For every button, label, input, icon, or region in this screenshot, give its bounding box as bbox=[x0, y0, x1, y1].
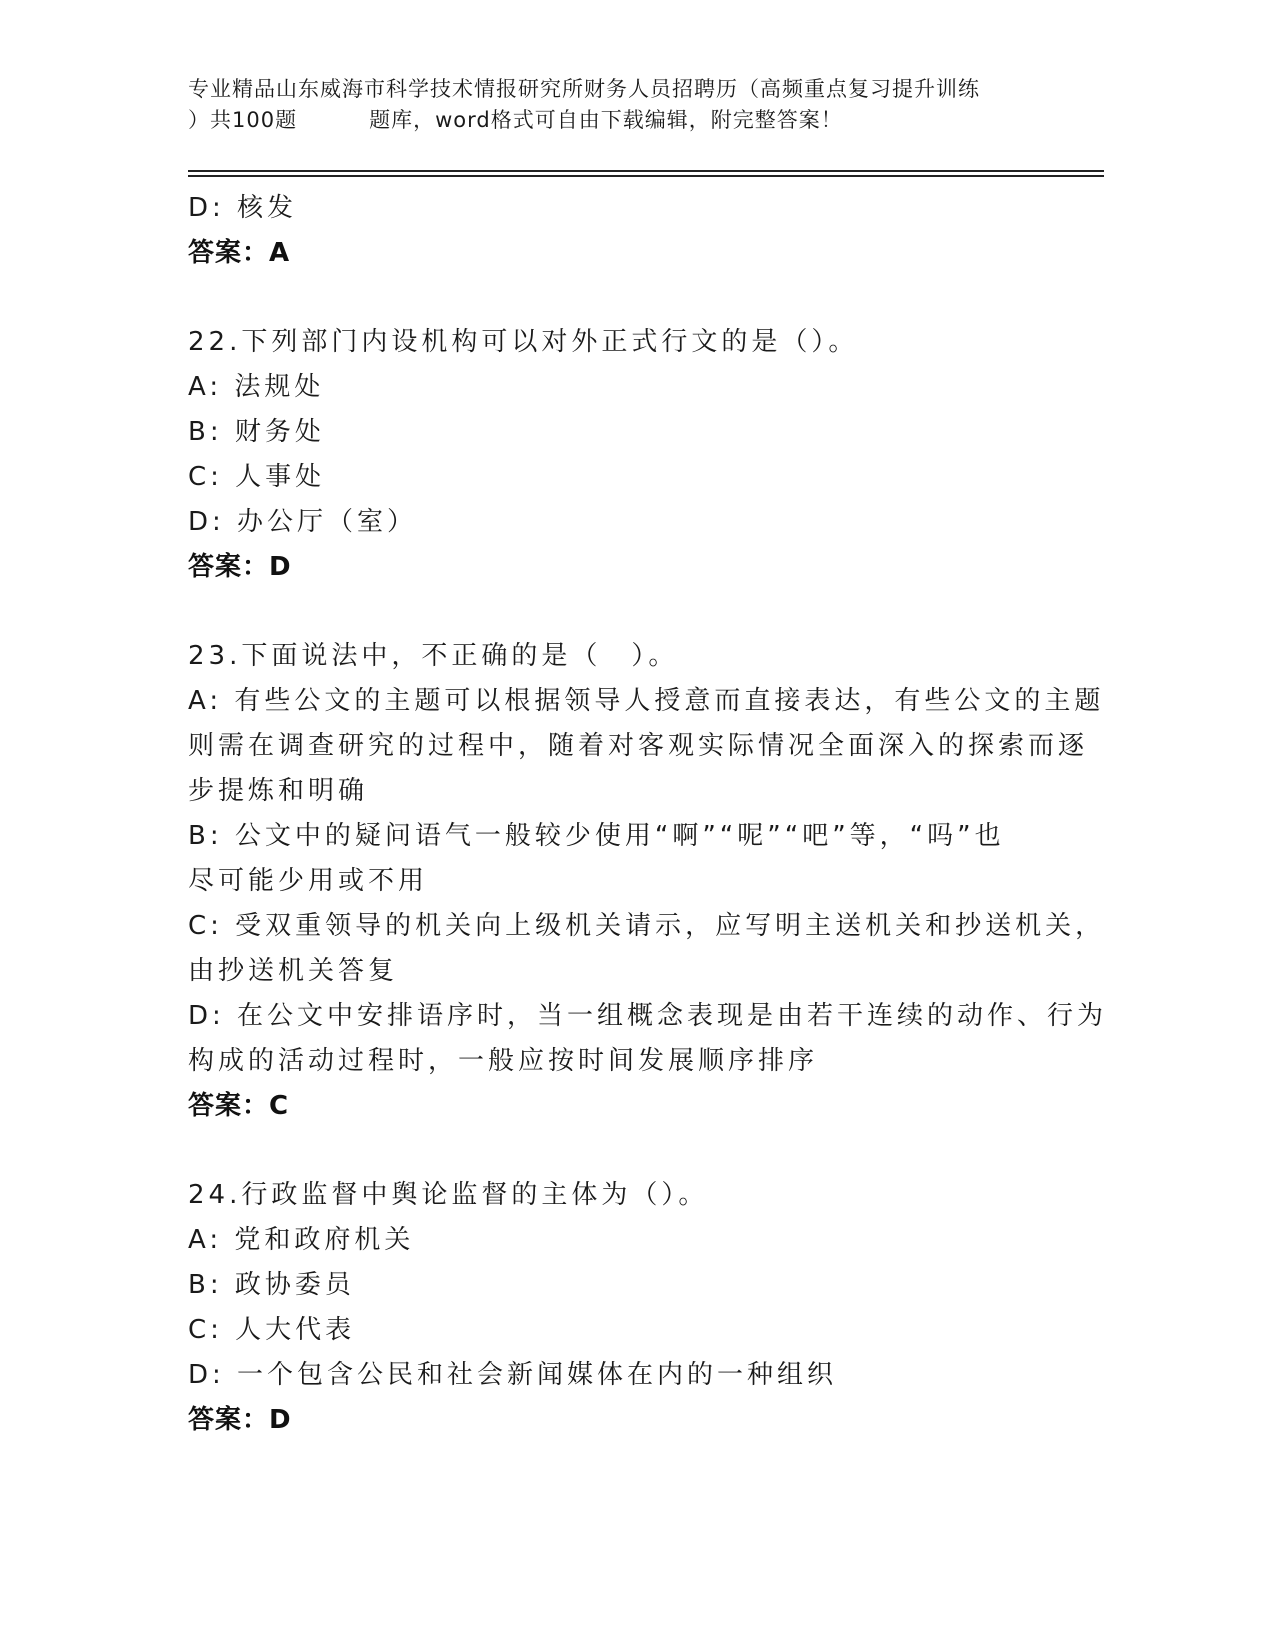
option-a: A: 法规处 bbox=[188, 372, 325, 402]
question-24 bbox=[188, 1173, 1068, 1443]
option-c: C: 人大代表 bbox=[188, 1315, 356, 1345]
option-b: B: 财务处 bbox=[188, 417, 325, 447]
question-text: 23.下面说法中，不正确的是（ ）。 bbox=[188, 641, 679, 671]
document-body bbox=[188, 186, 1108, 1443]
answer-label: 答案：D bbox=[188, 552, 292, 582]
option-c-line-2: 由抄送机关答复 bbox=[188, 956, 399, 986]
question-text: 22.下列部门内设机构可以对外正式行文的是（）。 bbox=[188, 327, 859, 357]
option-c: C: 人事处 bbox=[188, 462, 326, 492]
option-b-line-1: B: 公文中的疑问语气一般较少使用“啊”“呢”“吧”等，“吗”也 bbox=[188, 821, 1005, 851]
answer-label: 答案：A bbox=[188, 238, 291, 268]
page-header bbox=[188, 74, 1088, 136]
option-d: D: 核发 bbox=[188, 193, 298, 223]
option-a: A: 党和政府机关 bbox=[188, 1225, 415, 1255]
option-d: D: 办公厅（室） bbox=[188, 507, 418, 537]
answer-label: 答案：D bbox=[188, 1405, 292, 1435]
header-title-line-2 bbox=[188, 105, 1088, 136]
question-22 bbox=[188, 320, 1068, 590]
answer-label: 答案：C bbox=[188, 1091, 290, 1121]
option-a-line-1: A: 有些公文的主题可以根据领导人授意而直接表达，有些公文的主题 bbox=[188, 686, 1105, 716]
question-21-tail bbox=[188, 186, 1068, 276]
question-text: 24.行政监督中舆论监督的主体为（）。 bbox=[188, 1180, 709, 1210]
header-divider-bottom bbox=[188, 175, 1104, 177]
option-a-line-3: 步提炼和明确 bbox=[188, 776, 369, 806]
option-b: B: 政协委员 bbox=[188, 1270, 355, 1300]
header-description-text: 题库，word格式可自由下载编辑，附完整答案！ bbox=[369, 108, 843, 132]
header-count-text: ）共100题 bbox=[188, 108, 298, 132]
header-divider-top bbox=[188, 170, 1104, 172]
option-b-line-2: 尽可能少用或不用 bbox=[188, 866, 429, 896]
header-title-line-1: 专业精品山东威海市科学技术情报研究所财务人员招聘历（高频重点复习提升训练 bbox=[188, 77, 980, 101]
question-23 bbox=[188, 634, 1108, 1129]
option-d: D: 一个包含公民和社会新闻媒体在内的一种组织 bbox=[188, 1360, 838, 1390]
option-d-line-2: 构成的活动过程时，一般应按时间发展顺序排序 bbox=[188, 1046, 819, 1076]
option-a-line-2: 则需在调查研究的过程中，随着对客观实际情况全面深入的探索而逐 bbox=[188, 731, 1089, 761]
option-c-line-1: C: 受双重领导的机关向上级机关请示，应写明主送机关和抄送机关， bbox=[188, 911, 1106, 941]
option-d-line-1: D: 在公文中安排语序时，当一组概念表现是由若干连续的动作、行为 bbox=[188, 1001, 1108, 1031]
